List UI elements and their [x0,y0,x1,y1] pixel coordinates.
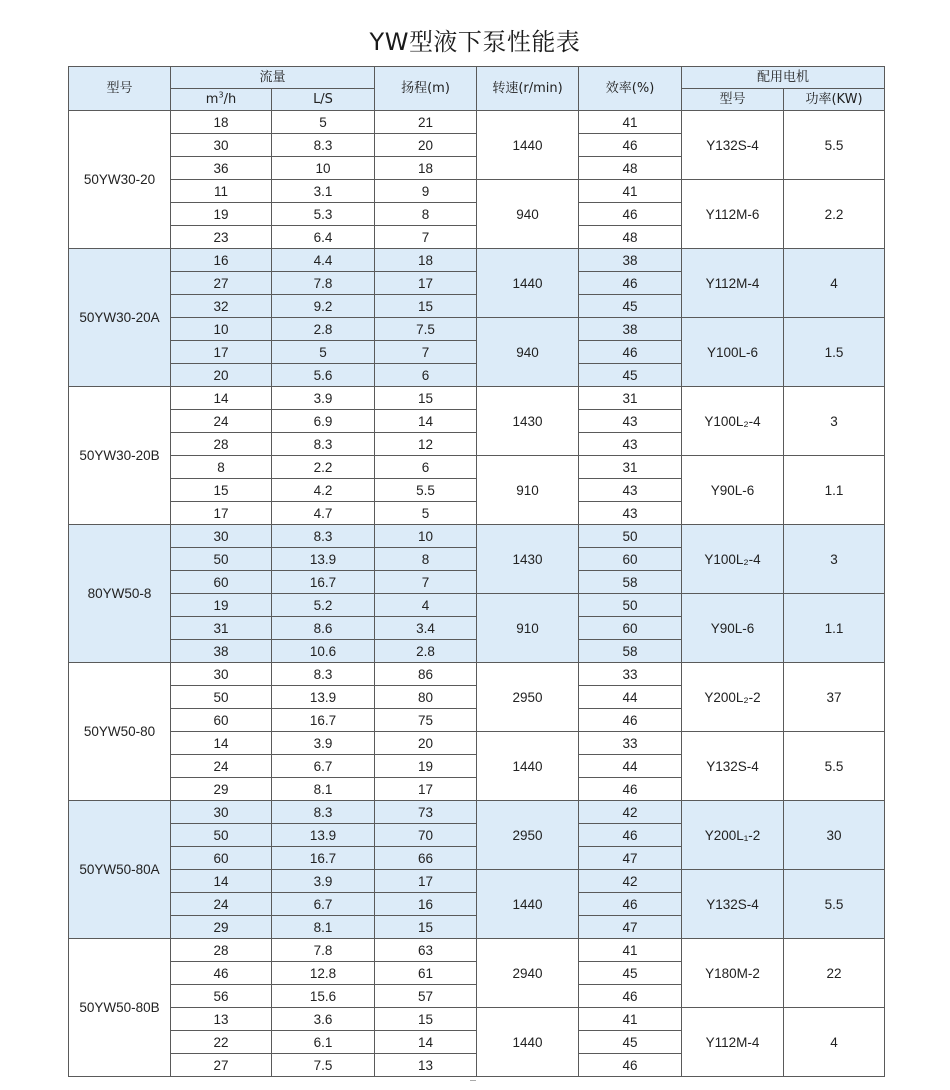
flow-m3h-cell: 27 [171,1054,272,1077]
head-cell: 5 [375,502,477,525]
efficiency-cell: 46 [579,985,682,1008]
efficiency-cell: 46 [579,272,682,295]
head-cell: 15 [375,1008,477,1031]
flow-m3h-cell: 30 [171,663,272,686]
motor-model-cell: Y180M-2 [682,939,784,1008]
head-cell: 61 [375,962,477,985]
efficiency-cell: 50 [579,525,682,548]
flow-m3h-cell: 50 [171,548,272,571]
header-motor-model: 型号 [682,89,784,111]
header-motor: 配用电机 [682,67,885,89]
motor-power-cell: 22 [784,939,885,1008]
head-cell: 14 [375,410,477,433]
head-cell: 2.8 [375,640,477,663]
flow-ls-cell: 8.6 [272,617,375,640]
speed-cell: 910 [477,456,579,525]
flow-m3h-cell: 14 [171,732,272,755]
motor-model-cell: Y132S-4 [682,870,784,939]
flow-ls-cell: 13.9 [272,548,375,571]
efficiency-cell: 50 [579,594,682,617]
flow-ls-cell: 8.3 [272,525,375,548]
efficiency-cell: 43 [579,502,682,525]
flow-m3h-cell: 46 [171,962,272,985]
flow-m3h-cell: 16 [171,249,272,272]
table-body [69,111,885,1077]
flow-m3h-cell: 60 [171,847,272,870]
flow-m3h-cell: 17 [171,341,272,364]
table-row [69,111,885,134]
motor-model-cell: Y112M-6 [682,180,784,249]
flow-ls-cell: 10 [272,157,375,180]
head-cell: 21 [375,111,477,134]
head-cell: 10 [375,525,477,548]
head-cell: 7.5 [375,318,477,341]
header-flow-ls: L/S [272,89,375,111]
header-flow-m3h-prefix: m [205,92,219,107]
flow-ls-cell: 4.4 [272,249,375,272]
header-row-1 [69,67,885,89]
flow-ls-cell: 8.3 [272,663,375,686]
page-title: YW型液下泵性能表 [369,28,581,56]
efficiency-cell: 46 [579,341,682,364]
motor-model-cell: Y132S-4 [682,111,784,180]
flow-ls-cell: 3.1 [272,180,375,203]
efficiency-cell: 33 [579,663,682,686]
flow-ls-cell: 7.5 [272,1054,375,1077]
flow-ls-cell: 5.3 [272,203,375,226]
table-row [69,525,885,548]
flow-m3h-cell: 28 [171,939,272,962]
head-cell: 15 [375,387,477,410]
efficiency-cell: 41 [579,939,682,962]
flow-m3h-cell: 30 [171,134,272,157]
head-cell: 17 [375,870,477,893]
head-cell: 4 [375,594,477,617]
flow-ls-cell: 5.2 [272,594,375,617]
efficiency-cell: 48 [579,226,682,249]
head-cell: 5.5 [375,479,477,502]
head-cell: 75 [375,709,477,732]
header-flow-m3h-suffix: /h [223,92,237,107]
motor-model-cell: Y100L-6 [682,318,784,387]
flow-ls-cell: 13.9 [272,824,375,847]
flow-ls-cell: 15.6 [272,985,375,1008]
head-cell: 12 [375,433,477,456]
flow-m3h-cell: 24 [171,893,272,916]
flow-m3h-cell: 22 [171,1031,272,1054]
flow-ls-cell: 2.8 [272,318,375,341]
efficiency-cell: 58 [579,571,682,594]
table-row [69,1008,885,1031]
efficiency-cell: 31 [579,456,682,479]
flow-ls-cell: 3.9 [272,732,375,755]
motor-model-cell: Y100L₂-4 [682,387,784,456]
flow-ls-cell: 4.2 [272,479,375,502]
flow-m3h-cell: 29 [171,778,272,801]
speed-cell: 1440 [477,1008,579,1077]
motor-power-cell: 5.5 [784,870,885,939]
flow-ls-cell: 2.2 [272,456,375,479]
motor-power-cell: 2.2 [784,180,885,249]
efficiency-cell: 44 [579,755,682,778]
motor-model-cell: Y90L-6 [682,456,784,525]
flow-ls-cell: 5 [272,111,375,134]
speed-cell: 910 [477,594,579,663]
flow-m3h-cell: 56 [171,985,272,1008]
flow-m3h-cell: 30 [171,801,272,824]
pump-model-cell: 80YW50-8 [69,525,171,663]
efficiency-cell: 43 [579,410,682,433]
head-cell: 8 [375,203,477,226]
flow-ls-cell: 8.3 [272,134,375,157]
header-efficiency: 效率(%) [579,67,682,111]
header-flow-m3h [171,89,272,111]
efficiency-cell: 31 [579,387,682,410]
motor-power-cell: 5.5 [784,111,885,180]
head-cell: 17 [375,272,477,295]
flow-m3h-cell: 14 [171,870,272,893]
header-head: 扬程(m) [375,67,477,111]
flow-m3h-cell: 10 [171,318,272,341]
flow-m3h-cell: 30 [171,525,272,548]
header-motor-power: 功率(KW) [784,89,885,111]
head-cell: 86 [375,663,477,686]
efficiency-cell: 46 [579,824,682,847]
head-cell: 63 [375,939,477,962]
head-cell: 15 [375,916,477,939]
flow-m3h-cell: 38 [171,640,272,663]
flow-m3h-cell: 24 [171,410,272,433]
head-cell: 6 [375,456,477,479]
head-cell: 57 [375,985,477,1008]
table-row [69,180,885,203]
efficiency-cell: 46 [579,709,682,732]
efficiency-cell: 42 [579,870,682,893]
motor-model-cell: Y200L₂-2 [682,663,784,732]
header-flow-m3h-sup: 3 [218,90,224,100]
efficiency-cell: 46 [579,778,682,801]
flow-m3h-cell: 18 [171,111,272,134]
flow-ls-cell: 6.4 [272,226,375,249]
efficiency-cell: 46 [579,134,682,157]
speed-cell: 1430 [477,525,579,594]
flow-m3h-cell: 32 [171,295,272,318]
flow-ls-cell: 5 [272,341,375,364]
head-cell: 18 [375,249,477,272]
table-row [69,870,885,893]
motor-model-cell: Y112M-4 [682,1008,784,1077]
efficiency-cell: 46 [579,1054,682,1077]
head-cell: 7 [375,341,477,364]
head-cell: 73 [375,801,477,824]
pump-model-cell: 50YW30-20B [69,387,171,525]
motor-power-cell: 4 [784,1008,885,1077]
header-speed: 转速(r/min) [477,67,579,111]
flow-ls-cell: 6.1 [272,1031,375,1054]
performance-table [68,66,885,1077]
motor-power-cell: 30 [784,801,885,870]
table-row [69,663,885,686]
flow-m3h-cell: 24 [171,755,272,778]
bottom-mark [470,1080,476,1085]
motor-power-cell: 37 [784,663,885,732]
speed-cell: 940 [477,180,579,249]
speed-cell: 2950 [477,663,579,732]
efficiency-cell: 43 [579,433,682,456]
flow-ls-cell: 16.7 [272,709,375,732]
head-cell: 20 [375,732,477,755]
speed-cell: 940 [477,318,579,387]
efficiency-cell: 41 [579,111,682,134]
flow-ls-cell: 8.3 [272,433,375,456]
head-cell: 17 [375,778,477,801]
head-cell: 13 [375,1054,477,1077]
flow-m3h-cell: 60 [171,709,272,732]
flow-m3h-cell: 60 [171,571,272,594]
table-row [69,387,885,410]
flow-m3h-cell: 23 [171,226,272,249]
motor-power-cell: 1.1 [784,594,885,663]
pump-model-cell: 50YW30-20A [69,249,171,387]
motor-model-cell: Y90L-6 [682,594,784,663]
table-row [69,456,885,479]
head-cell: 18 [375,157,477,180]
efficiency-cell: 44 [579,686,682,709]
head-cell: 19 [375,755,477,778]
motor-model-cell: Y132S-4 [682,732,784,801]
efficiency-cell: 41 [579,1008,682,1031]
header-flow: 流量 [171,67,375,89]
flow-ls-cell: 12.8 [272,962,375,985]
motor-power-cell: 3 [784,387,885,456]
table-row [69,801,885,824]
head-cell: 14 [375,1031,477,1054]
motor-power-cell: 1.5 [784,318,885,387]
speed-cell: 1430 [477,387,579,456]
flow-m3h-cell: 50 [171,686,272,709]
speed-cell: 1440 [477,732,579,801]
efficiency-cell: 60 [579,548,682,571]
head-cell: 16 [375,893,477,916]
flow-m3h-cell: 28 [171,433,272,456]
head-cell: 9 [375,180,477,203]
efficiency-cell: 45 [579,295,682,318]
flow-ls-cell: 6.9 [272,410,375,433]
efficiency-cell: 43 [579,479,682,502]
flow-ls-cell: 10.6 [272,640,375,663]
head-cell: 3.4 [375,617,477,640]
head-cell: 66 [375,847,477,870]
flow-ls-cell: 8.3 [272,801,375,824]
pump-model-cell: 50YW30-20 [69,111,171,249]
efficiency-cell: 46 [579,203,682,226]
head-cell: 8 [375,548,477,571]
head-cell: 7 [375,226,477,249]
table-row [69,594,885,617]
flow-ls-cell: 8.1 [272,778,375,801]
flow-m3h-cell: 19 [171,594,272,617]
flow-ls-cell: 16.7 [272,847,375,870]
flow-m3h-cell: 19 [171,203,272,226]
pump-model-cell: 50YW50-80A [69,801,171,939]
flow-m3h-cell: 20 [171,364,272,387]
efficiency-cell: 58 [579,640,682,663]
flow-ls-cell: 8.1 [272,916,375,939]
flow-m3h-cell: 14 [171,387,272,410]
table-row [69,939,885,962]
efficiency-cell: 38 [579,318,682,341]
speed-cell: 2940 [477,939,579,1008]
pump-model-cell: 50YW50-80 [69,663,171,801]
efficiency-cell: 38 [579,249,682,272]
motor-power-cell: 1.1 [784,456,885,525]
motor-model-cell: Y112M-4 [682,249,784,318]
motor-power-cell: 5.5 [784,732,885,801]
flow-ls-cell: 7.8 [272,272,375,295]
flow-ls-cell: 13.9 [272,686,375,709]
speed-cell: 1440 [477,111,579,180]
motor-power-cell: 4 [784,249,885,318]
speed-cell: 1440 [477,870,579,939]
efficiency-cell: 42 [579,801,682,824]
flow-m3h-cell: 29 [171,916,272,939]
motor-model-cell: Y200L₁-2 [682,801,784,870]
flow-ls-cell: 4.7 [272,502,375,525]
motor-power-cell: 3 [784,525,885,594]
efficiency-cell: 41 [579,180,682,203]
efficiency-cell: 47 [579,847,682,870]
table-row [69,249,885,272]
flow-ls-cell: 6.7 [272,755,375,778]
flow-m3h-cell: 50 [171,824,272,847]
flow-ls-cell: 3.6 [272,1008,375,1031]
head-cell: 15 [375,295,477,318]
flow-ls-cell: 6.7 [272,893,375,916]
efficiency-cell: 33 [579,732,682,755]
flow-ls-cell: 9.2 [272,295,375,318]
head-cell: 6 [375,364,477,387]
head-cell: 7 [375,571,477,594]
efficiency-cell: 45 [579,364,682,387]
speed-cell: 1440 [477,249,579,318]
flow-m3h-cell: 13 [171,1008,272,1031]
efficiency-cell: 45 [579,1031,682,1054]
head-cell: 80 [375,686,477,709]
flow-m3h-cell: 11 [171,180,272,203]
speed-cell: 2950 [477,801,579,870]
flow-m3h-cell: 8 [171,456,272,479]
efficiency-cell: 47 [579,916,682,939]
flow-m3h-cell: 31 [171,617,272,640]
efficiency-cell: 60 [579,617,682,640]
flow-ls-cell: 7.8 [272,939,375,962]
header-model: 型号 [69,67,171,111]
head-cell: 70 [375,824,477,847]
flow-ls-cell: 5.6 [272,364,375,387]
efficiency-cell: 45 [579,962,682,985]
head-cell: 20 [375,134,477,157]
flow-m3h-cell: 27 [171,272,272,295]
flow-m3h-cell: 36 [171,157,272,180]
pump-model-cell: 50YW50-80B [69,939,171,1077]
flow-ls-cell: 16.7 [272,571,375,594]
table-row [69,318,885,341]
flow-ls-cell: 3.9 [272,387,375,410]
efficiency-cell: 46 [579,893,682,916]
flow-m3h-cell: 15 [171,479,272,502]
efficiency-cell: 48 [579,157,682,180]
flow-ls-cell: 3.9 [272,870,375,893]
table-row [69,732,885,755]
flow-m3h-cell: 17 [171,502,272,525]
motor-model-cell: Y100L₂-4 [682,525,784,594]
